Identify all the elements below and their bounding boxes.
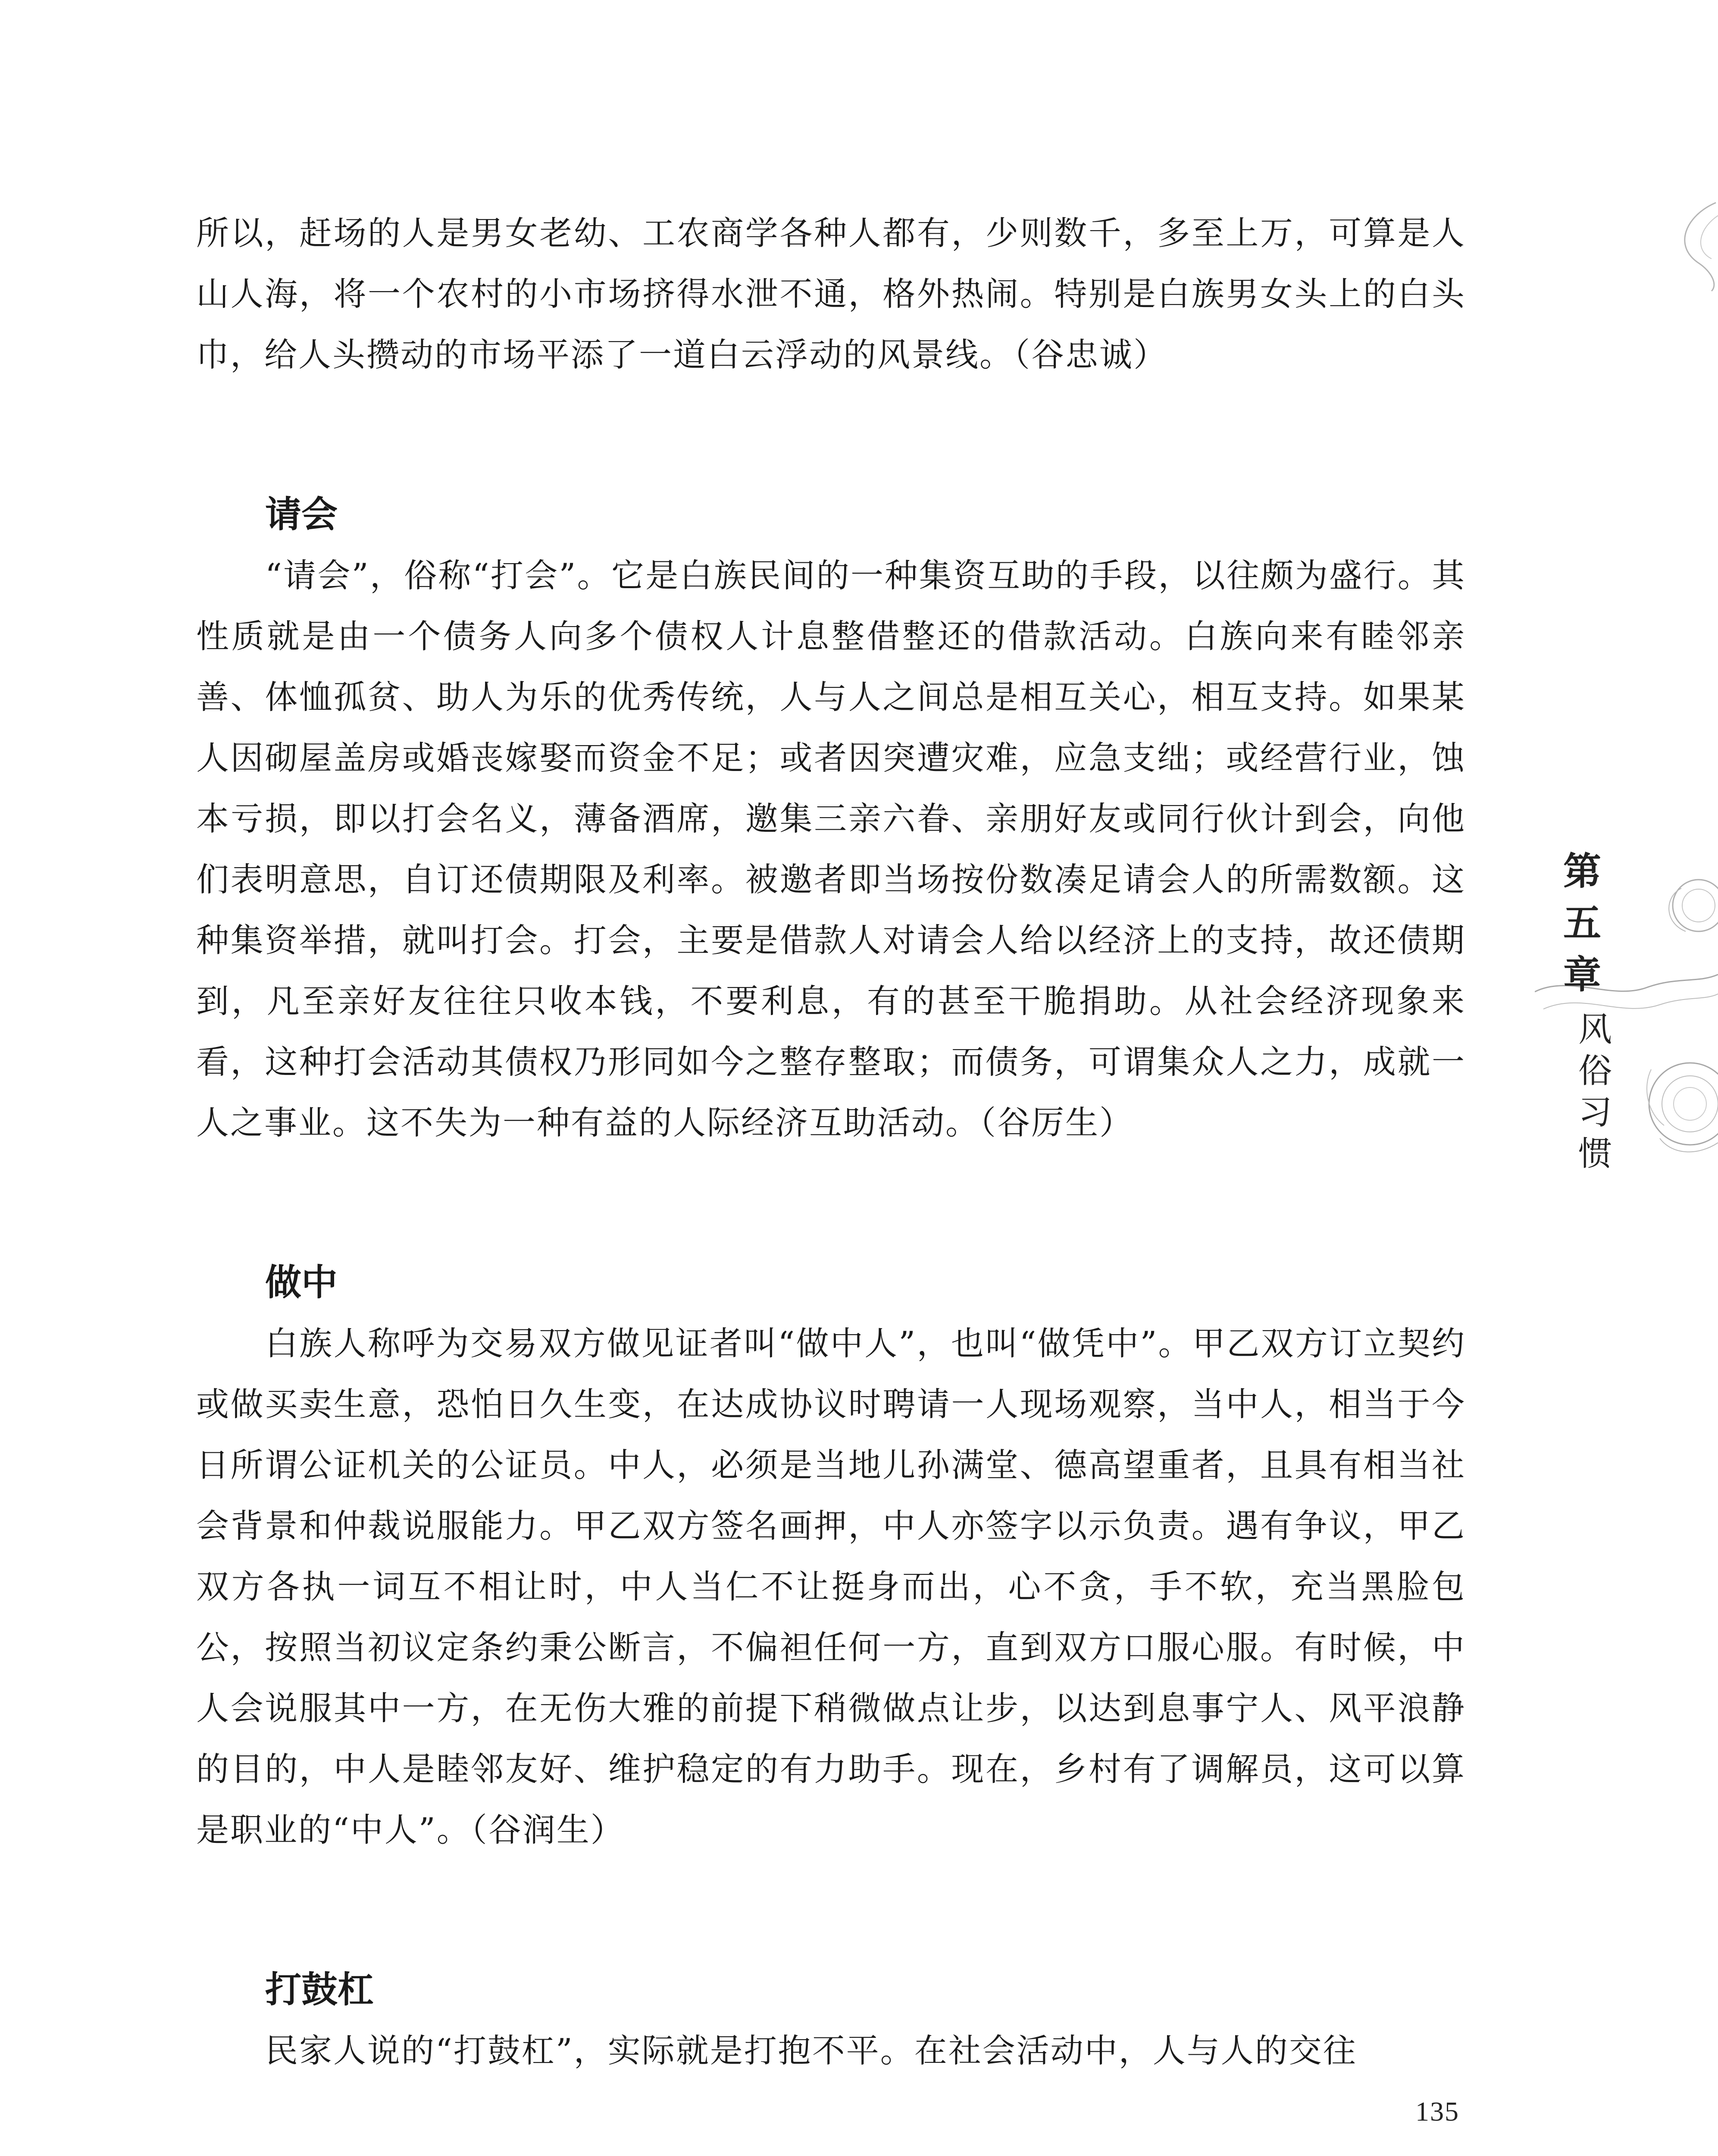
chapter-title-char: 惯 xyxy=(1578,1134,1612,1173)
section-title-zuozhong: 做中 xyxy=(265,1261,338,1304)
page-number: 135 xyxy=(1415,2096,1459,2127)
text-column xyxy=(196,203,1466,2081)
chapter-char: 章 xyxy=(1563,952,1601,997)
section-title-dagugang: 打鼓杠 xyxy=(265,1968,374,2011)
chapter-title-char: 俗 xyxy=(1578,1052,1612,1091)
chapter-char: 第 xyxy=(1563,849,1601,893)
section-body-dagugang: 民家人说的“打鼓杠”，实际就是打抱不平。在社会活动中，人与人的交往 xyxy=(265,2031,1357,2070)
chapter-title-vertical xyxy=(1574,1009,1617,1175)
section-title-qinghui: 请会 xyxy=(265,493,338,536)
section-body-zuozhong: 白族人称呼为交易双方做见证者叫“做中人”，也叫“做凭中”。甲乙双方订立契约或做买卖生意，恐怕日久生变，在达成协议时聘请一人现场观察，当中人，相当于今日所谓公证机关的公证员。中人，必须是当地儿孙满堂、德高望重者，且具有相当社会背景和仲裁说服能力。甲乙双方签名画押，中人亦签字以示负责。遇有争议，甲乙双方各执一词互不相让时，中人当仁不让挺身而出，心不贪，手不软，充当黑脸包公，按照当初议定条约秉公断言，不偏袒任何一方，直到双方口服心服。有时候，中人会说服其中一方，在无伤大雅的前提下稍微做点让步，以达到息事宁人、风平浪静的目的，中人是睦邻友好、维护稳定的有力助手。现在，乡村有了调解员，这可以算是职业的“中人”。（谷润生） xyxy=(196,1324,1466,1849)
chapter-title-char: 习 xyxy=(1578,1093,1612,1132)
section-body-qinghui: “请会”，俗称“打会”。它是白族民间的一种集资互助的手段，以往颇为盛行。其性质就是由一个债务人向多个债权人计息整借整还的借款活动。白族向来有睦邻亲善、体恤孤贫、助人为乐的优秀传统，人与人之间总是相互关心，相互支持。如果某人因砌屋盖房或婚丧嫁娶而资金不足；或者因突遭灾难，应急支绌；或经营行业，蚀本亏损，即以打会名义，薄备酒席，邀集三亲六眷、亲朋好友或同行伙计到会，向他们表明意思，自订还债期限及利率。被邀者即当场按份数凑足请会人的所需数额。这种集资举措，就叫打会。打会，主要是借款人对请会人给以经济上的支持，故还债期到，凡至亲好友往往只收本钱，不要利息，有的甚至干脆捐助。从社会经济现象来看，这种打会活动其债权乃形同如今之整存整取；而债务，可谓集众人之力，成就一人之事业。这不失为一种有益的人际经济互助活动。（谷厉生） xyxy=(196,556,1466,1142)
chapter-char: 五 xyxy=(1563,900,1601,945)
chapter-title-char: 风 xyxy=(1578,1010,1612,1049)
swirl-ornament-icon xyxy=(1647,198,1718,293)
chapter-number-tab xyxy=(1558,845,1606,1000)
intro-paragraph: 所以，赶场的人是男女老幼、工农商学各种人都有，少则数千，多至上万，可算是人山人海，将一个农村的小市场挤得水泄不通，格外热闹。特别是白族男女头上的白头巾，给人头攒动的市场平添了一道白云浮动的风景线。（谷忠诚） xyxy=(196,214,1466,374)
